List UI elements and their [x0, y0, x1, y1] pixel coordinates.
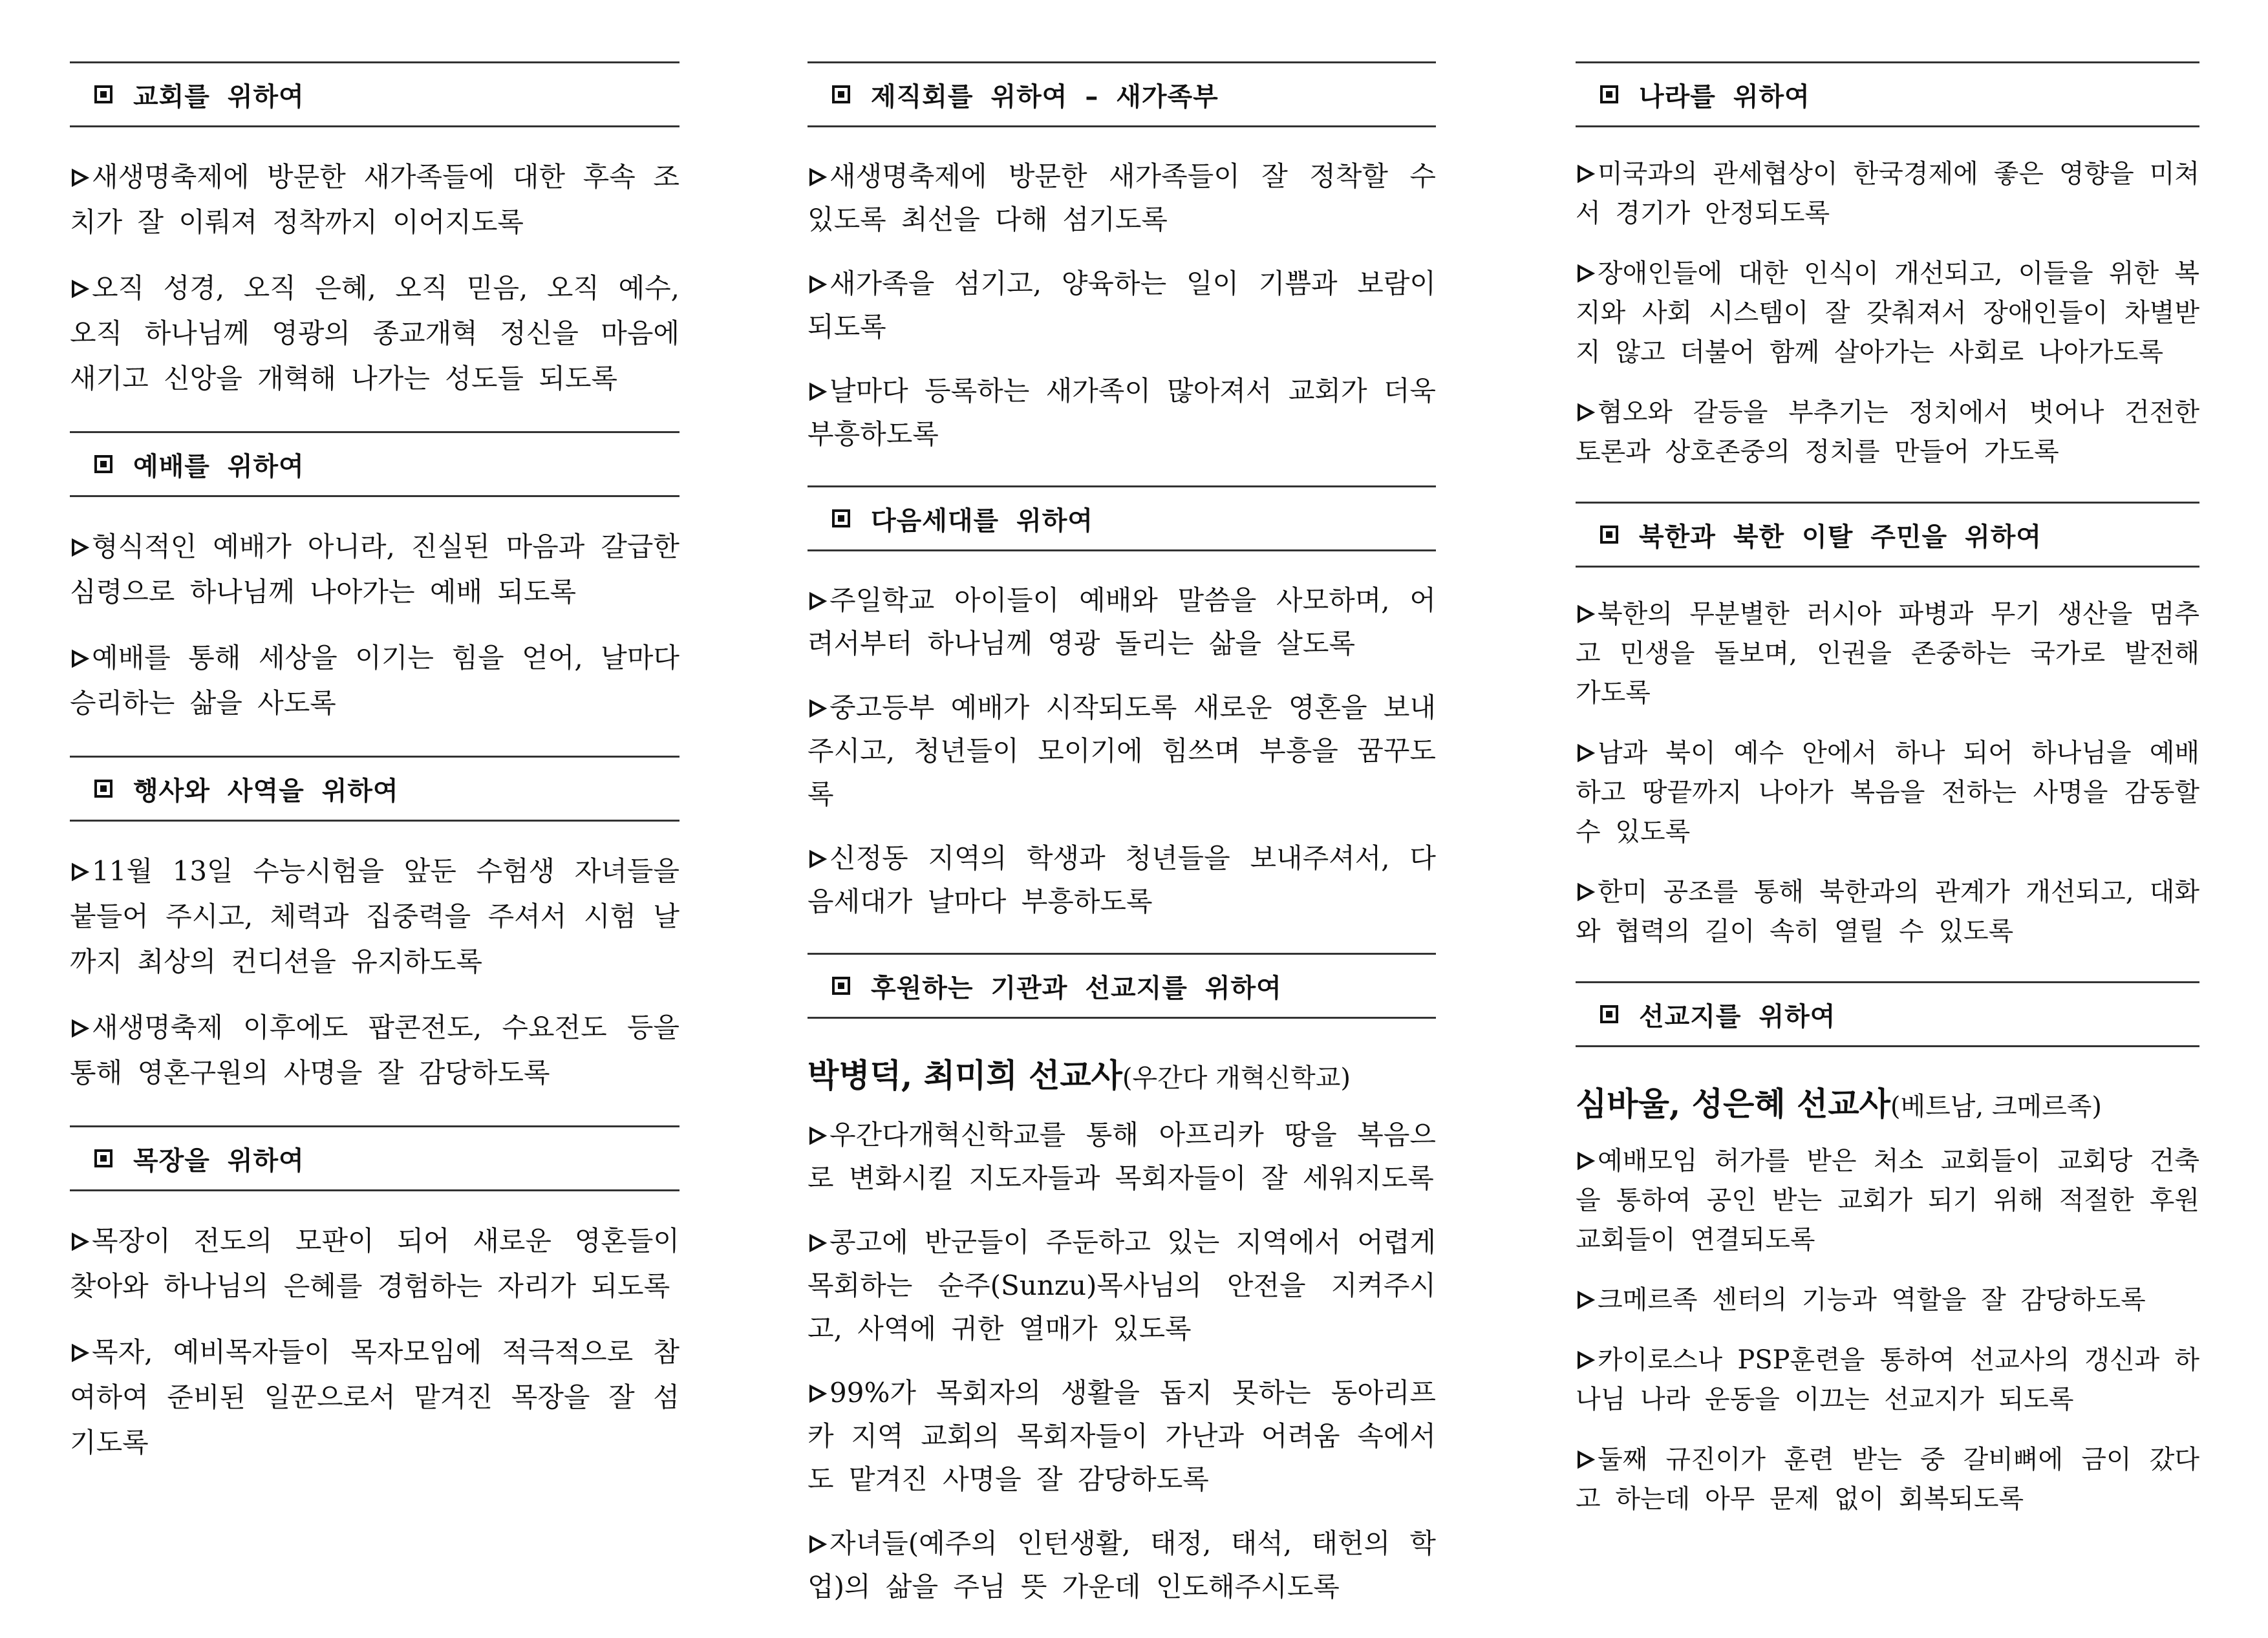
triangle-bullet-icon	[1576, 1441, 1595, 1461]
square-bullet-icon	[94, 780, 112, 798]
square-bullet-icon	[94, 1149, 112, 1167]
section-heading	[808, 61, 1436, 127]
missionary-name: 박병덕, 최미희 선교사	[808, 1056, 1122, 1094]
prayer-section	[1576, 981, 2199, 1549]
prayer-item-text: 목장이 전도의 모판이 되어 새로운 영혼들이 찾아와 하나님의 은혜를 경험하는 자리가 되도록	[70, 1225, 679, 1302]
prayer-item-text: 혐오와 갈등을 부추기는 정치에서 벗어나 건전한 토론과 상호존중의 정치를 만들어 가도록	[1576, 398, 2199, 467]
prayer-item-text: 새가족을 섬기고, 양육하는 일이 기쁨과 보람이 되도록	[808, 268, 1436, 343]
prayer-item	[808, 686, 1436, 816]
triangle-bullet-icon	[808, 263, 827, 282]
prayer-section	[808, 485, 1436, 953]
section-heading	[808, 953, 1436, 1019]
missionary-name: 심바울, 성은혜 선교사	[1576, 1085, 1890, 1123]
prayer-item	[70, 635, 679, 726]
prayer-item-text: 신정동 지역의 학생과 청년들을 보내주셔서, 다음세대가 날마다 부흥하도록	[808, 842, 1436, 917]
prayer-item	[1576, 1142, 2199, 1260]
prayer-item-text: 새생명축제 이후에도 팝콘전도, 수요전도 등을 통해 영혼구원의 사명을 잘 감당하도록	[70, 1012, 679, 1089]
triangle-bullet-icon	[808, 1222, 827, 1241]
prayer-item-text: 장애인들에 대한 인식이 개선되고, 이들을 위한 복지와 사회 시스템이 잘 갖춰져서 장애인들이 차별받지 않고 더불어 함께 살아가는 사회로 나아가도록	[1576, 259, 2199, 367]
prayer-item-text: 99%가 목회자의 생활을 돕지 못하는 동아리프카 지역 교회의 목회자들이 가난과 어려움 속에서도 맡겨진 사명을 잘 감당하도록	[808, 1377, 1436, 1495]
triangle-bullet-icon	[1576, 1143, 1595, 1162]
triangle-bullet-icon	[1576, 255, 1595, 275]
section-body	[70, 1191, 679, 1495]
prayer-item	[70, 154, 679, 245]
section-body	[808, 127, 1436, 485]
section-heading	[1576, 502, 2199, 568]
prayer-section	[1576, 502, 2199, 981]
prayer-item	[1576, 734, 2199, 852]
prayer-item	[1576, 873, 2199, 952]
prayer-item-text: 새생명축제에 방문한 새가족들이 잘 정착할 수 있도록 최선을 다해 섬기도록	[808, 160, 1436, 235]
triangle-bullet-icon	[808, 838, 827, 857]
section-body	[1576, 127, 2199, 502]
triangle-bullet-icon	[808, 580, 827, 599]
prayer-item	[1576, 595, 2199, 713]
triangle-bullet-icon	[1576, 394, 1595, 414]
square-bullet-icon	[1600, 85, 1618, 103]
prayer-item	[808, 1220, 1436, 1350]
prayer-item	[808, 1371, 1436, 1501]
section-body	[70, 127, 679, 431]
prayer-item-text: 주일학교 아이들이 예배와 말씀을 사모하며, 어려서부터 하나님께 영광 돌리는 삶을 살도록	[808, 584, 1436, 659]
section-body	[808, 1019, 1436, 1638]
prayer-item	[808, 1522, 1436, 1608]
prayer-item-text: 11월 13일 수능시험을 앞둔 수험생 자녀들을 붙들어 주시고, 체력과 집중력을 주셔서 시험 날까지 최상의 컨디션을 유지하도록	[70, 855, 679, 977]
missionary-location: (우간다 개혁신학교)	[1122, 1063, 1351, 1093]
prayer-item-text: 날마다 등록하는 새가족이 많아져서 교회가 더욱 부흥하도록	[808, 375, 1436, 450]
prayer-item	[808, 836, 1436, 923]
section-title: 나라를 위하여	[1639, 81, 1810, 112]
prayer-item	[1576, 154, 2199, 233]
square-bullet-icon	[832, 977, 850, 995]
prayer-section	[70, 431, 679, 756]
prayer-item-text: 새생명축제에 방문한 새가족들에 대한 후속 조치가 잘 이뤄져 정착까지 이어지도록	[70, 161, 679, 238]
triangle-bullet-icon	[808, 687, 827, 707]
prayer-item-text: 형식적인 예배가 아니라, 진실된 마음과 갈급한 심령으로 하나님께 나아가는 예배 되도록	[70, 531, 679, 608]
section-body	[808, 551, 1436, 953]
prayer-section	[1576, 61, 2199, 502]
prayer-section	[70, 61, 679, 431]
section-heading	[1576, 981, 2199, 1047]
prayer-item-text: 목자, 예비목자들이 목자모임에 적극적으로 참여하여 준비된 일꾼으로서 맡겨진 목장을 잘 섬기도록	[70, 1336, 679, 1458]
triangle-bullet-icon	[1576, 596, 1595, 615]
prayer-item-text: 크메르족 센터의 기능과 역할을 잘 감당하도록	[1598, 1285, 2146, 1315]
triangle-bullet-icon	[70, 850, 89, 869]
prayer-item-text: 자녀들(예주의 인턴생활, 태정, 태석, 태헌의 학업)의 삶을 주님 뜻 가운데 인도해주시도록	[808, 1527, 1436, 1602]
section-body	[1576, 1047, 2199, 1549]
prayer-item-text: 오직 성경, 오직 은혜, 오직 믿음, 오직 예수, 오직 하나님께 영광의 종교개혁 정신을 마음에 새기고 신앙을 개혁해 나가는 성도들 되도록	[70, 272, 679, 394]
prayer-item-text: 둘째 규진이가 훈련 받는 중 갈비뼈에 금이 갔다고 하는데 아무 문제 없이 회복되도록	[1576, 1445, 2199, 1514]
missionary-subheading	[808, 1050, 1436, 1096]
prayer-item	[70, 849, 679, 984]
triangle-bullet-icon	[70, 267, 89, 286]
prayer-item	[808, 579, 1436, 665]
section-title: 북한과 북한 이탈 주민을 위하여	[1639, 522, 2042, 552]
prayer-section	[808, 953, 1436, 1638]
triangle-bullet-icon	[70, 156, 89, 175]
section-heading	[808, 485, 1436, 551]
prayer-item	[1576, 1341, 2199, 1420]
prayer-item-text: 한미 공조를 통해 북한과의 관계가 개선되고, 대화와 협력의 길이 속히 열릴 수 있도록	[1576, 877, 2199, 946]
prayer-item	[1576, 393, 2199, 472]
triangle-bullet-icon	[1576, 1282, 1595, 1301]
square-bullet-icon	[832, 85, 850, 103]
prayer-section	[70, 756, 679, 1125]
triangle-bullet-icon	[70, 1220, 89, 1239]
prayer-item	[70, 1218, 679, 1309]
section-heading	[1576, 61, 2199, 127]
prayer-item	[70, 1005, 679, 1096]
prayer-item	[808, 1113, 1436, 1200]
triangle-bullet-icon	[808, 156, 827, 175]
prayer-item	[1576, 254, 2199, 372]
triangle-bullet-icon	[70, 1006, 89, 1026]
triangle-bullet-icon	[808, 1114, 827, 1134]
triangle-bullet-icon	[808, 1372, 827, 1392]
triangle-bullet-icon	[1576, 156, 1595, 175]
prayer-item	[808, 262, 1436, 348]
prayer-item-text: 미국과의 관세협상이 한국경제에 좋은 영향을 미쳐서 경기가 안정되도록	[1576, 159, 2199, 228]
prayer-item-text: 북한의 무분별한 러시아 파병과 무기 생산을 멈추고 민생을 돌보며, 인권을 존중하는 국가로 발전해 가도록	[1576, 599, 2199, 708]
square-bullet-icon	[1600, 1005, 1618, 1023]
section-body	[70, 822, 679, 1125]
column-middle	[808, 61, 1436, 1638]
square-bullet-icon	[94, 455, 112, 473]
column-right	[1576, 61, 2199, 1549]
section-title: 후원하는 기관과 선교지를 위하여	[871, 973, 1282, 1003]
prayer-item	[808, 154, 1436, 241]
triangle-bullet-icon	[1576, 1342, 1595, 1361]
section-title: 예배를 위하여	[133, 451, 305, 482]
prayer-item	[1576, 1440, 2199, 1519]
section-heading	[70, 756, 679, 822]
section-title: 다음세대를 위하여	[871, 505, 1094, 536]
column-left	[70, 61, 679, 1495]
triangle-bullet-icon	[808, 370, 827, 390]
prayer-section	[70, 1125, 679, 1495]
prayer-item-text: 중고등부 예배가 시작되도록 새로운 영혼을 보내주시고, 청년들이 모이기에 힘쓰며 부흥을 꿈꾸도록	[808, 692, 1436, 810]
section-title: 교회를 위하여	[133, 81, 305, 112]
triangle-bullet-icon	[808, 1523, 827, 1542]
triangle-bullet-icon	[1576, 874, 1595, 893]
prayer-item-text: 예배를 통해 세상을 이기는 힘을 얻어, 날마다 승리하는 삶을 사도록	[70, 642, 679, 719]
section-heading	[70, 431, 679, 497]
prayer-item	[70, 1330, 679, 1465]
square-bullet-icon	[832, 509, 850, 527]
section-title: 행사와 사역을 위하여	[133, 776, 399, 806]
section-title: 목장을 위하여	[133, 1145, 305, 1176]
prayer-item	[1576, 1281, 2199, 1320]
section-title: 선교지를 위하여	[1639, 1001, 1836, 1032]
prayer-item-text: 예배모임 허가를 받은 처소 교회들이 교회당 건축을 통하여 공인 받는 교회가 되기 위해 적절한 후원 교회들이 연결되도록	[1576, 1146, 2199, 1255]
prayer-item-text: 카이로스나 PSP훈련을 통하여 선교사의 갱신과 하나님 나라 운동을 이끄는 선교지가 되도록	[1576, 1345, 2199, 1414]
square-bullet-icon	[94, 85, 112, 103]
section-title: 제직회를 위하여 – 새가족부	[871, 81, 1219, 112]
triangle-bullet-icon	[70, 637, 89, 656]
missionary-subheading	[1576, 1078, 2199, 1125]
triangle-bullet-icon	[70, 526, 89, 545]
prayer-item-text: 남과 북이 예수 안에서 하나 되어 하나님을 예배하고 땅끝까지 나아가 복음을 전하는 사명을 감동할 수 있도록	[1576, 738, 2199, 847]
section-heading	[70, 1125, 679, 1191]
prayer-item	[70, 524, 679, 615]
section-heading	[70, 61, 679, 127]
prayer-item	[70, 266, 679, 401]
prayer-item	[808, 369, 1436, 456]
missionary-location: (베트남, 크메르족)	[1890, 1092, 2102, 1122]
prayer-item-text: 우간다개혁신학교를 통해 아프리카 땅을 복음으로 변화시킬 지도자들과 목회자들이 잘 세워지도록	[808, 1119, 1436, 1194]
section-body	[1576, 568, 2199, 981]
prayer-section	[808, 61, 1436, 485]
section-body	[70, 497, 679, 756]
triangle-bullet-icon	[70, 1331, 89, 1350]
triangle-bullet-icon	[1576, 735, 1595, 754]
square-bullet-icon	[1600, 526, 1618, 544]
prayer-item-text: 콩고에 반군들이 주둔하고 있는 지역에서 어렵게 목회하는 순주(Sunzu)목사님의 안전을 지켜주시고, 사역에 귀한 열매가 있도록	[808, 1226, 1436, 1345]
